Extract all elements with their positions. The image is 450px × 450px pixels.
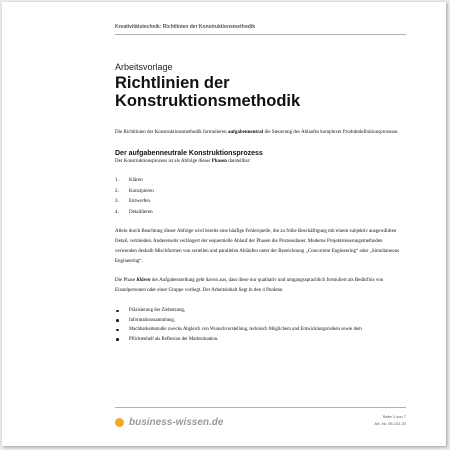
document-title (115, 74, 405, 110)
intro-text: Die Richtlinien der Konstruktionsmethodik formulieren (115, 130, 228, 135)
paragraph-sequence: Allein durch Beachtung dieser Abfolge wird bereits eine häufige Fehlerquelle, die zu frühe Beschäftigung mit einem subjektiv ausgewählten Detail, vermieden. Andererseits verlängert der sequentielle Ablauf der Phasen die Prozessdauer. Moderne Projektsteuerungsmethoden verwenden deshalb Mischformen von seriellen und parallelen Abläufen unter der Bezeichnung „Concurrent Engineering“ oder „Simultaneous Engineering“. (115, 229, 400, 264)
section-intro-bold: Phasen (211, 159, 227, 164)
list-label: Detaillieren (129, 209, 153, 215)
bullet-item (115, 316, 405, 326)
bullet-text: Machbarkeitsstudie zwecks Abgleich von Wunschvorstellung, technisch Möglichem und Entwicklungsrisiken sowie dem (129, 327, 362, 332)
document-body (115, 62, 405, 344)
footer-divider (115, 407, 406, 408)
logo-dot-icon (115, 418, 124, 427)
list-number: 1. (115, 178, 119, 183)
list-item (115, 187, 405, 198)
list-label: Entwerfen (129, 199, 150, 204)
list-number: 2. (115, 188, 119, 194)
section-heading: Der aufgabenneutrale Konstruktionsprozess (115, 150, 263, 157)
section-intro-text: Der Konstruktionsprozess ist als Abfolge dieser (115, 159, 212, 164)
bullet-text: Informationssammlung, (129, 317, 175, 323)
section-intro-rest: darstellbar: (226, 159, 251, 164)
task-bullet-list (115, 306, 405, 344)
footer-logo (115, 417, 223, 428)
document-category: Arbeitsvorlage (115, 62, 173, 72)
article-number: Art.-Nr. 06.101.20 (374, 420, 406, 426)
page-header: Kreativitätstechnik: Richtlinien der Konstruktionsmethodik (115, 24, 406, 35)
phase-list (115, 176, 405, 218)
intro-rest: die Steuerung des Ablaufes komplexer Produktdefinitionsprozesse. (263, 130, 399, 135)
document-page (2, 2, 446, 446)
bullet-item (115, 335, 405, 345)
list-item (115, 208, 405, 219)
bullet-text: Pflichtenheft als Reflexion der Marktsituation. (129, 336, 219, 342)
section-intro (115, 157, 405, 167)
paragraph-klaeren (115, 276, 405, 296)
title-line-1: Richtlinien der (115, 74, 230, 92)
para2-pre: Die Phase (115, 278, 137, 283)
page-number: Seite 1 von 7 (382, 414, 406, 419)
logo-text: business-wissen.de (129, 417, 224, 428)
bullet-icon (116, 319, 119, 322)
bullet-icon (116, 310, 119, 313)
title-line-2: Konstruktionsmethodik (115, 92, 301, 110)
list-number: 3. (115, 199, 119, 204)
para2-emphasis: Klären (136, 278, 151, 283)
list-label: Klären (129, 178, 143, 183)
para2-post: der Aufgabenstellung geht davon aus, dass diese nur qualitativ und umgangssprachlich formuliert als Bedürfnis von Einzelpersonen oder einer Gruppe vorliegt. Der Arbeitsinhalt liegt in den 4 Punkten (115, 278, 384, 293)
intro-bold: aufgabenneutral (227, 130, 264, 135)
bullet-icon (116, 329, 119, 332)
bullet-item (115, 325, 405, 335)
list-item (115, 176, 405, 187)
bullet-icon (116, 338, 119, 341)
bullet-text: Präzisierung der Zielsetzung, (129, 308, 186, 313)
list-item (115, 197, 405, 208)
list-number: 4. (115, 209, 119, 215)
intro-paragraph (115, 128, 405, 138)
page-info (374, 414, 406, 427)
list-label: Konzipieren (129, 188, 154, 194)
bullet-item (115, 306, 405, 316)
